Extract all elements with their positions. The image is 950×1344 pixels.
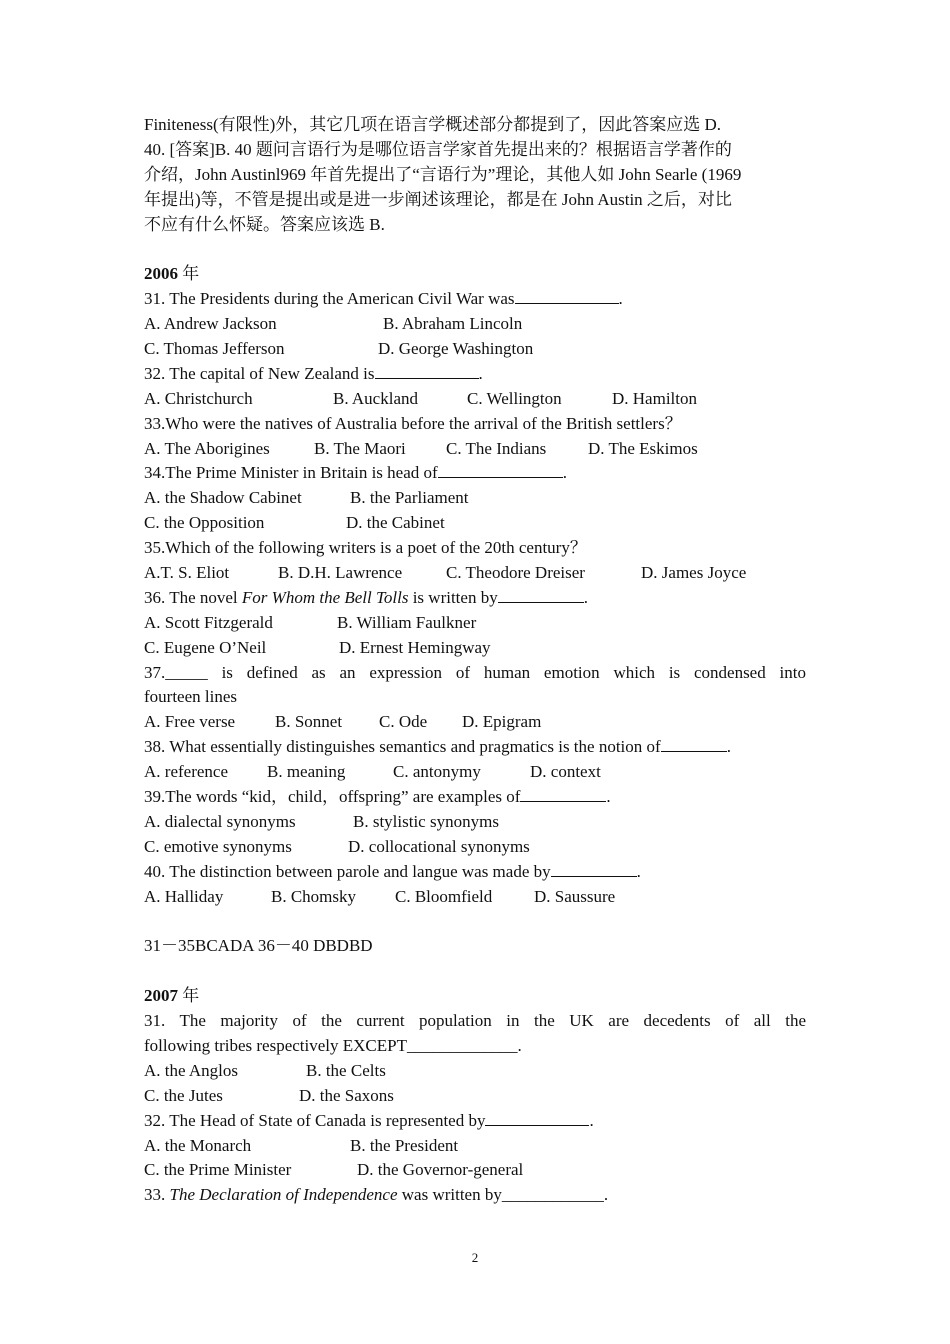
answer-blank [515,288,619,304]
options-37 [144,710,806,735]
option-b: B. Auckland [333,388,418,408]
period: . [636,861,641,881]
option-b: B. the Parliament [350,488,469,508]
novel-title: For Whom the Bell Tolls [241,587,409,607]
question-text: 31. The Presidents during the American Civil War was [144,289,515,309]
question-text-end: is written by [408,587,498,607]
period: . [618,289,623,309]
question-text: 36. The novel [144,587,242,607]
answer-line-4: 年提出)等，不管是提出或是进一步阐述该理论，都是在 John Austin 之后，对比 [144,189,732,209]
period: . [606,787,611,807]
options-36-cd [144,636,806,661]
options-38 [144,760,806,785]
option-d: D. James Joyce [641,563,747,583]
question-34 [144,461,806,486]
option-c: C. The Indians [446,438,547,458]
spacer [144,959,806,984]
options-31-ab [144,312,806,337]
options-36-ab [144,611,806,636]
question-31 [144,287,806,312]
year-char: 年 [182,986,200,1006]
question-2007-31-line1: 31. The majority of the current population in the UK are decedents of all the [144,1011,806,1031]
options-32 [144,387,806,412]
option-c: C. the Jutes [144,1085,223,1105]
option-c: C. the Prime Minister [144,1160,292,1180]
option-b: B. Abraham Lincoln [383,314,523,334]
option-a: A. dialectal synonyms [144,811,296,831]
options-31-cd [144,337,806,362]
option-a: A. Halliday [144,886,224,906]
option-c: C. Theodore Dreiser [446,563,585,583]
option-d: D. Epigram [462,712,542,732]
option-d: D. the Governor-general [357,1160,524,1180]
options-34-cd [144,511,806,536]
year-number: 2007 [144,986,178,1006]
question-text: 32. The capital of New Zealand is [144,363,375,383]
option-c: C. the Opposition [144,513,265,533]
answer-blank [498,587,584,603]
option-c: C. antonymy [393,762,481,782]
answer-blank [485,1110,589,1126]
question-37-line1: 37._____ is defined as an expression of human emotion which is condensed into [144,662,806,682]
question-2007-32 [144,1109,806,1134]
options-2007-31-ab [144,1059,806,1084]
option-b: B. Sonnet [275,712,343,732]
question-36 [144,586,806,611]
options-39-ab [144,810,806,835]
option-d: D. George Washington [378,339,534,359]
answer-blank [438,462,563,478]
option-c: C. emotive synonyms [144,836,292,856]
options-2007-32-cd [144,1158,806,1183]
option-c: C. Eugene O’Neil [144,637,267,657]
question-text: 32. The Head of State of Canada is represented by [144,1110,486,1130]
answer-line-1: Finiteness(有限性)外，其它几项在语言学概述部分都提到了，因此答案应选 D. [144,115,722,134]
answer-blank [551,861,637,877]
answer-line-5: 不应有什么怀疑。答案应该选 B. [144,214,385,234]
option-d: D. The Eskimos [588,438,698,458]
options-40 [144,885,806,910]
option-b: B. the President [350,1135,459,1155]
option-b: B. the Celts [306,1060,386,1080]
option-a: A. Free verse [144,712,236,732]
question-text: 34.The Prime Minister in Britain is head of [144,463,438,483]
option-a: A.T. S. Eliot [144,563,230,583]
page-number: 2 [471,1250,479,1265]
option-b: B. D.H. Lawrence [278,563,403,583]
option-a: A. the Monarch [144,1135,252,1155]
answer-line-3: 介绍，John Austinl969 年首先提出了“言语行为”理论，其他人如 John Searle (1969 [144,164,742,184]
question-2007-33 [144,1183,806,1208]
period: . [562,463,567,483]
answer-blank [661,736,727,752]
document-page [144,113,806,1208]
options-34-ab [144,486,806,511]
option-c: C. Bloomfield [395,886,493,906]
section-heading-2007 [144,984,806,1009]
option-a: A. The Aborigines [144,438,270,458]
option-b: B. The Maori [314,438,406,458]
question-37-line2: fourteen lines [144,687,237,707]
year-char: 年 [182,264,200,284]
question-40 [144,860,806,885]
question-33: 33.Who were the natives of Australia before the arrival of the British settlers？ [144,413,682,433]
option-b: B. Chomsky [271,886,357,906]
options-35 [144,561,806,586]
option-c: C. Wellington [467,388,562,408]
answer-key-2006: 31－35BCADA 36－40 DBDBD [144,936,373,956]
question-32 [144,362,806,387]
spacer [144,237,806,262]
options-33 [144,437,806,462]
option-d: D. the Saxons [299,1085,394,1105]
document-title: The Declaration of Independence [169,1185,398,1205]
question-2007-31-line2: following tribes respectively EXCEPT_____________. [144,1035,522,1055]
option-a: A. Christchurch [144,388,253,408]
question-39 [144,785,806,810]
option-d: D. Saussure [534,886,616,906]
option-b: B. stylistic synonyms [353,811,499,831]
question-38 [144,735,806,760]
options-2007-31-cd [144,1084,806,1109]
option-b: B. meaning [267,762,346,782]
spacer [144,910,806,935]
year-number: 2006 [144,264,178,284]
options-39-cd [144,835,806,860]
option-d: D. Hamilton [612,388,697,408]
option-c: C. Thomas Jefferson [144,339,285,359]
option-a: A. Andrew Jackson [144,314,277,334]
option-a: A. reference [144,762,228,782]
section-heading-2006 [144,262,806,287]
answer-blank [375,363,479,379]
option-c: C. Ode [379,712,428,732]
period: . [589,1110,594,1130]
option-d: D. the Cabinet [346,513,445,533]
question-35: 35.Which of the following writers is a poet of the 20th century？ [144,538,587,558]
period: . [478,363,483,383]
question-text: 38. What essentially distinguishes semantics and pragmatics is the notion of [144,737,661,757]
period: . [583,587,588,607]
answer-line-2: 40. [答案]B. 40 题问言语行为是哪位语言学家首先提出来的？根据语言学著作的 [144,139,732,159]
question-text-end: was written by____________. [397,1185,609,1205]
option-d: D. Ernest Hemingway [339,637,491,657]
option-a: A. Scott Fitzgerald [144,612,273,632]
options-2007-32-ab [144,1134,806,1159]
option-a: A. the Anglos [144,1060,238,1080]
option-a: A. the Shadow Cabinet [144,488,302,508]
answer-blank [520,786,606,802]
option-d: D. context [530,762,601,782]
option-b: B. William Faulkner [337,612,477,632]
question-text: 40. The distinction between parole and langue was made by [144,861,551,881]
period: . [726,737,731,757]
option-d: D. collocational synonyms [348,836,530,856]
question-text: 39.The words “kid，child，offspring” are examples of [144,787,521,807]
question-text: 33. [144,1185,170,1205]
